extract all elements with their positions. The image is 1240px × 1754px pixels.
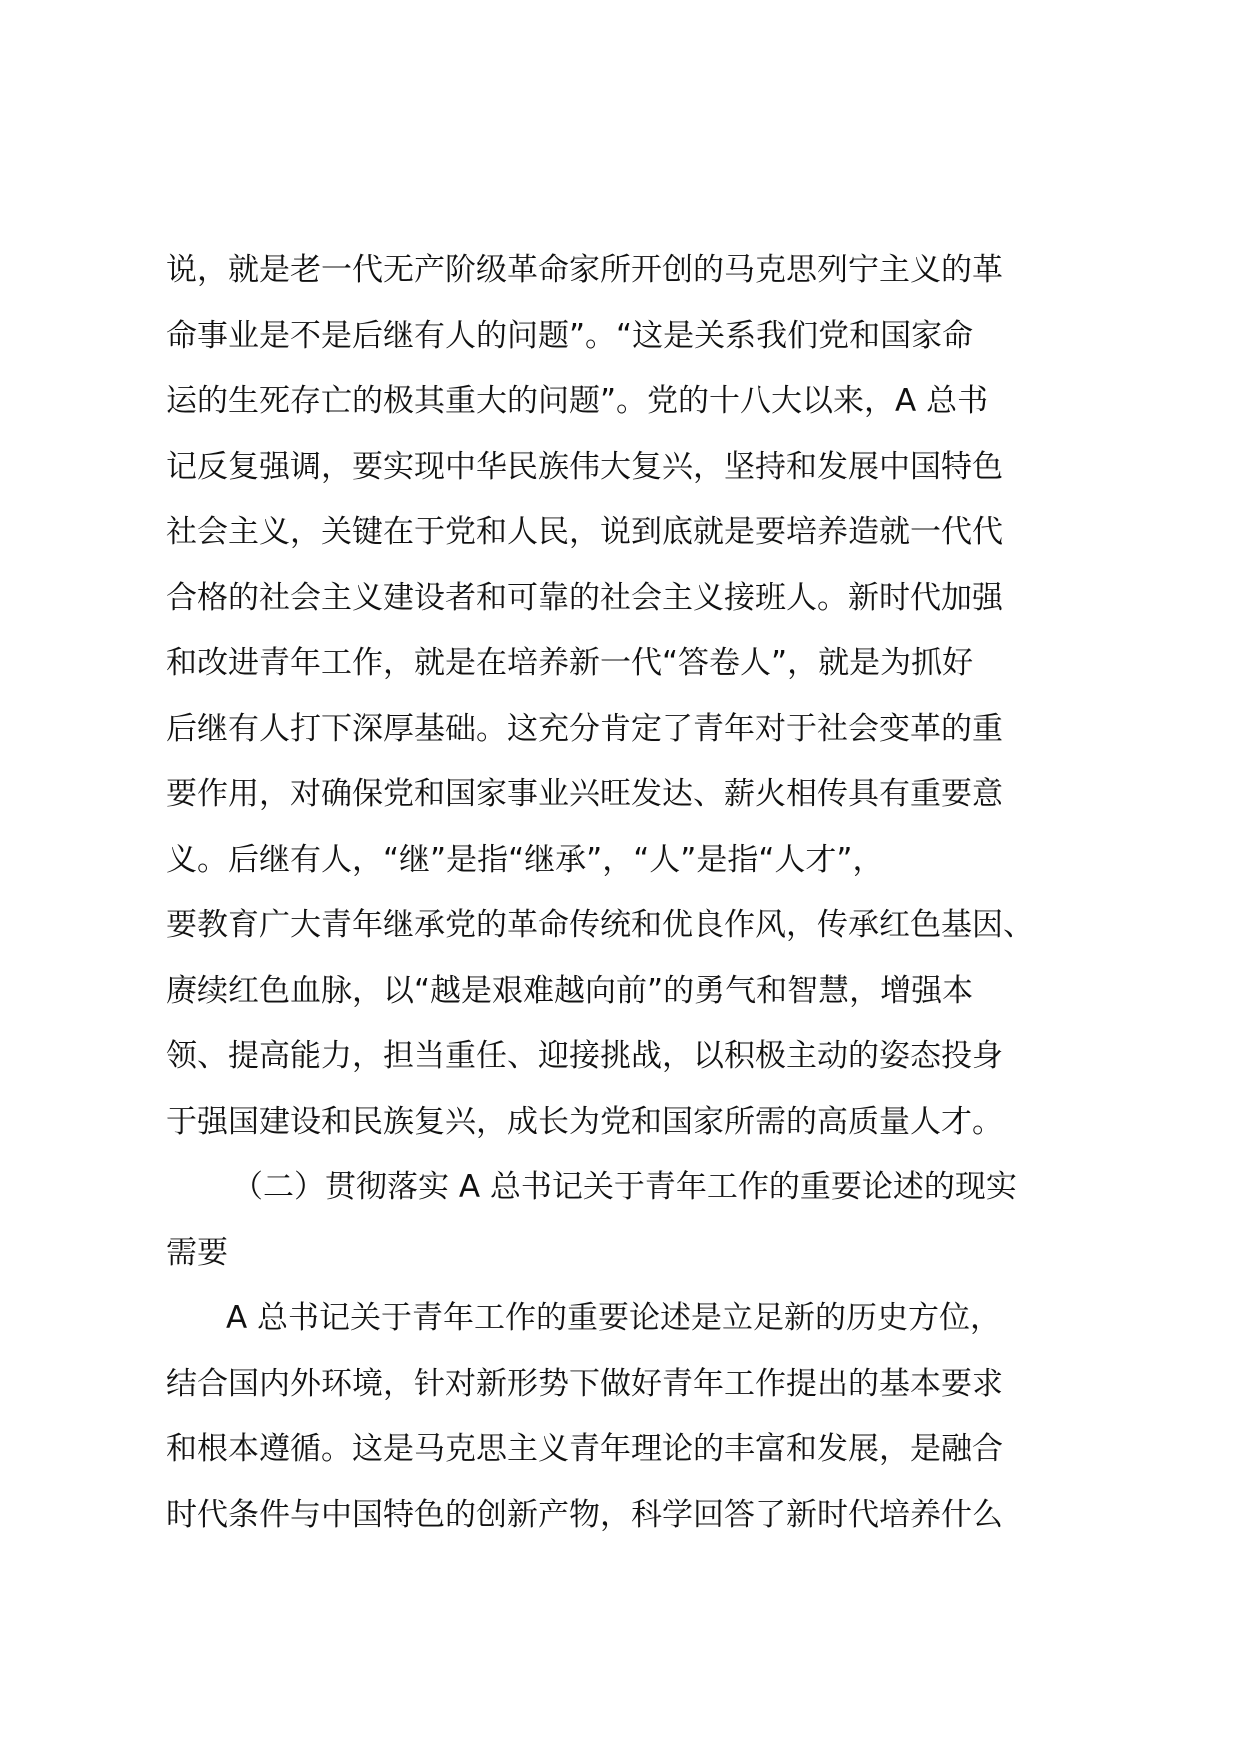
text-line: 于强国建设和民族复兴，成长为党和国家所需的高质量人才。 xyxy=(166,1103,1003,1140)
text-line: 后继有人打下深厚基础。这充分肯定了青年对于社会变革的重 xyxy=(166,710,1003,747)
text-line: 说，就是老一代无产阶级革命家所开创的马克思列宁主义的革 xyxy=(166,252,1003,288)
text-line: 赓续红色血脉，以“越是艰难越向前”的勇气和智慧，增强本 xyxy=(166,972,974,1009)
text-line: 合格的社会主义建设者和可靠的社会主义接班人。新时代加强 xyxy=(166,579,1003,616)
text-line: 要作用，对确保党和国家事业兴旺发达、薪火相传具有重要意 xyxy=(166,776,1003,812)
text-line: 和根本遵循。这是马克思主义青年理论的丰富和发展，是融合 xyxy=(166,1431,1003,1467)
paragraph-start-line: A 总书记关于青年工作的重要论述是立足新的历史方位， xyxy=(226,1300,1002,1336)
text-line: 命事业是不是后继有人的问题”。“这是关系我们党和国家命 xyxy=(166,317,974,354)
body-text xyxy=(166,238,1096,1548)
section-heading: （二）贯彻落实 A 总书记关于青年工作的重要论述的现实 xyxy=(232,1169,1017,1205)
text-line: 和改进青年工作，就是在培养新一代“答卷人”，就是为抓好 xyxy=(166,645,974,681)
text-line: 时代条件与中国特色的创新产物，科学回答了新时代培养什么 xyxy=(166,1496,1003,1533)
text-line: 记反复强调，要实现中华民族伟大复兴，坚持和发展中国特色 xyxy=(166,448,1003,485)
text-line: 义。后继有人，“继”是指“继承”，“人”是指“人才”， xyxy=(166,841,884,878)
text-line: 结合国内外环境，针对新形势下做好青年工作提出的基本要求 xyxy=(166,1365,1003,1402)
text-line: 运的生死存亡的极其重大的问题”。党的十八大以来，A 总书 xyxy=(166,383,989,419)
section-heading-continuation: 需要 xyxy=(166,1234,228,1271)
text-line: 社会主义，关键在于党和人民，说到底就是要培养造就一代代 xyxy=(166,514,1003,550)
text-line: 要教育广大青年继承党的革命传统和优良作风，传承红色基因、 xyxy=(166,907,1034,943)
text-line: 领、提高能力，担当重任、迎接挑战，以积极主动的姿态投身 xyxy=(166,1038,1003,1074)
